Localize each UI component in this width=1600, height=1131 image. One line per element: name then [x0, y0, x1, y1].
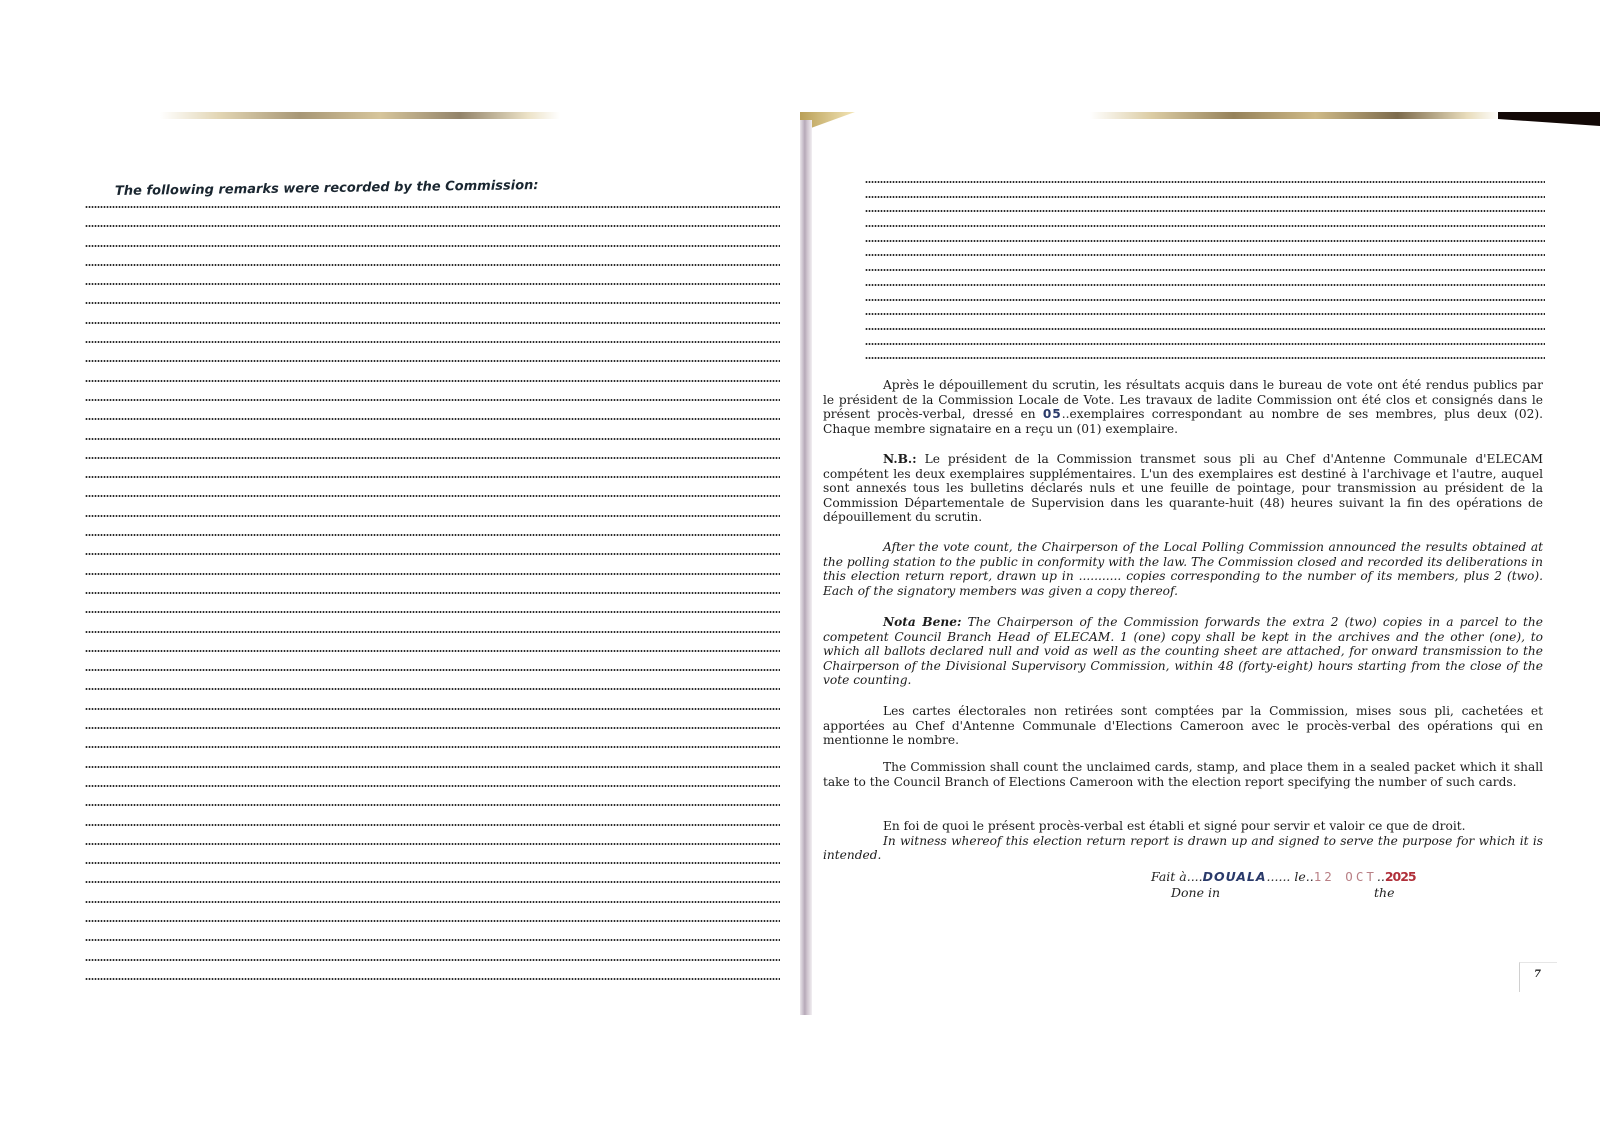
remark-line [85, 245, 780, 247]
remark-line [865, 269, 1545, 271]
remark-line [85, 746, 780, 748]
remark-line [85, 534, 780, 536]
remark-line [865, 343, 1545, 345]
paragraph-fr-results: Après le dépouillement du scrutin, les résultats acquis dans le bureau de vote ont été rendus publics par le président de la Commission Locale de Vote. Les travaux de ladite Commission ont été clos et consignés dans le présent procès-verbal, dressé en 05..exemplaires correspondant au nombre de ses membres, plus deux (02). Chaque membre signataire en a reçu un (01) exemplaire. [823, 378, 1543, 436]
remark-line [85, 206, 780, 208]
remark-line [85, 766, 780, 768]
remark-line [85, 225, 780, 227]
signature-block: Fait à....DOUALA...... le..12 OCT..2025 Done in the [1151, 869, 1416, 900]
remark-line [85, 824, 780, 826]
remark-line [865, 284, 1545, 286]
remark-line [85, 688, 780, 690]
le-label: le [1294, 869, 1306, 884]
remark-line [85, 611, 780, 613]
remark-line [85, 264, 780, 266]
paragraph-witness: En foi de quoi le présent procès-verbal est établi et signé pour servir et valoir ce que de droit. In witness whereof this election return report is drawn up and signed to serve the purpose for which it is intended. [823, 819, 1543, 863]
remark-line [85, 785, 780, 787]
remark-line [865, 357, 1545, 359]
remark-line [865, 210, 1545, 212]
copies-handwritten: 05 [1042, 407, 1062, 422]
remark-line [85, 399, 780, 401]
remark-line [85, 804, 780, 806]
right-page [815, 112, 1550, 1012]
remark-line [85, 476, 780, 478]
remarks-title: The following remarks were recorded by the Commission: [114, 178, 539, 199]
remark-line [865, 196, 1545, 198]
paragraph-fr-nb: N.B.: Le président de la Commission transmet sous pli au Chef d'Antenne Communale d'ELECAM compétent les deux exemplaires supplémentaires. L'un des exemplaires est destiné à l'archivage et l'autre, auquel sont annexés tous les bulletins déclarés nuls et une feuille de pointage, pour transmission au président de la Commission Départementale de Supervision dans les quarante-huit (48) heures suivant la fin des opérations de dépouillement du scrutin. [823, 452, 1543, 525]
continued-remarks-lines [865, 181, 1545, 372]
remark-line [85, 360, 780, 362]
page-number: 7 [1519, 962, 1557, 992]
remark-line [865, 181, 1545, 183]
paragraph-en-results: After the vote count, the Chairperson of the Local Polling Commission announced the results obtained at the polling station to the public in conformity with the law. The Commission closed and recorded its deliberations in this election return report, drawn up in ........... copies corresponding to the number of its members, plus 2 (two). Each of the signatory members was given a copy thereof. [823, 540, 1543, 598]
remark-line [85, 457, 780, 459]
year-stamp: 2025 [1384, 869, 1416, 884]
remark-line [85, 592, 780, 594]
remark-line [85, 573, 780, 575]
remark-line [85, 939, 780, 941]
remark-line [85, 631, 780, 633]
remark-line [85, 920, 780, 922]
left-page [60, 112, 770, 1012]
remark-line [865, 328, 1545, 330]
remark-line [85, 418, 780, 420]
remark-line [85, 515, 780, 517]
remark-line [85, 553, 780, 555]
the-label: the [1374, 885, 1395, 900]
remark-line [865, 299, 1545, 301]
remark-line [85, 283, 780, 285]
date-stamp: 12 OCT [1313, 869, 1377, 884]
remark-line [85, 341, 780, 343]
remark-line [85, 708, 780, 710]
remark-line [85, 959, 780, 961]
fait-label: Fait à [1151, 869, 1187, 884]
remark-line [865, 254, 1545, 256]
remark-line [85, 322, 780, 324]
remarks-lines [85, 206, 780, 997]
book-spine [800, 120, 812, 1015]
remark-line [85, 843, 780, 845]
remark-line [85, 302, 780, 304]
remark-line [85, 650, 780, 652]
remark-line [85, 380, 780, 382]
remark-line [85, 862, 780, 864]
remark-line [865, 240, 1545, 242]
nb-label: N.B.: [883, 452, 917, 466]
place-handwritten: DOUALA [1202, 869, 1267, 884]
remark-line [865, 313, 1545, 315]
remark-line [865, 225, 1545, 227]
remark-line [85, 978, 780, 980]
remark-line [85, 669, 780, 671]
paragraph-en-nota-bene: Nota Bene: The Chairperson of the Commission forwards the extra 2 (two) copies in a parcel to the competent Council Branch Head of ELECAM. 1 (one) copy shall be kept in the archives and the other (one), to which all ballots declared null and void as well as the counting sheet are attached, for onward transmission to the Chairperson of the Divisional Supervisory Commission, within 48 (forty-eight) hours starting from the close of the vote counting. [823, 615, 1543, 688]
remark-line [85, 438, 780, 440]
paragraph-fr-cards: Les cartes électorales non retirées sont comptées par la Commission, mises sous pli, cachetées et apportées au Chef d'Antenne Communale d'Elections Cameroon avec le procès-verbal des opérations qui en mentionne le nombre. [823, 704, 1543, 748]
nota-bene-label: Nota Bene: [883, 615, 962, 629]
done-in-label: Done in [1171, 885, 1221, 900]
paragraph-en-cards: The Commission shall count the unclaimed cards, stamp, and place them in a sealed packet which it shall take to the Council Branch of Elections Cameroon with the election report specifying the number of such cards. [823, 760, 1543, 789]
remark-line [85, 881, 780, 883]
remark-line [85, 727, 780, 729]
remark-line [85, 495, 780, 497]
remark-line [85, 901, 780, 903]
